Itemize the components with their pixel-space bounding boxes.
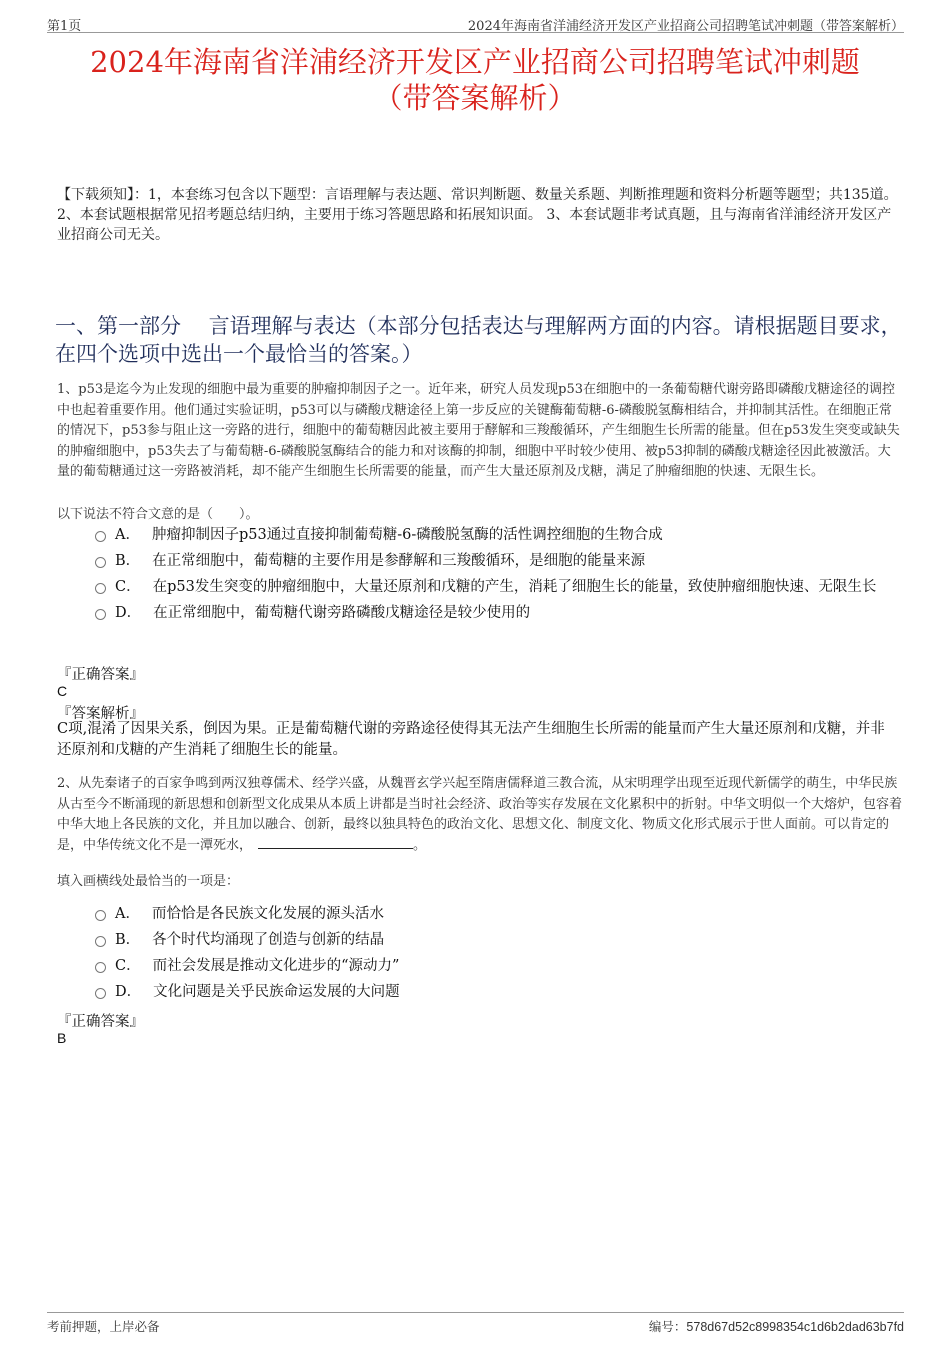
radio-button-icon[interactable] bbox=[95, 936, 106, 947]
question-1-prompt: 以下说法不符合文意的是（ ）。 bbox=[57, 507, 259, 522]
option-text: 而社会发展是推动文化进步的“源动力” bbox=[152, 958, 400, 974]
option-letter: B． bbox=[115, 553, 141, 569]
explanation-label: 『答案解析』 bbox=[57, 706, 144, 722]
question-2-prompt: 填入画横线处最恰当的一项是： bbox=[57, 874, 240, 889]
question-2-stem-end: 。 bbox=[413, 837, 427, 853]
option-letter: D． bbox=[115, 984, 142, 1000]
option-text: 肿瘤抑制因子p53通过直接抑制葡萄糖-6-磷酸脱氢酶的活性调控细胞的生物合成 bbox=[151, 527, 663, 543]
question-1-answer: C bbox=[57, 683, 68, 699]
correct-answer-label: 『正确答案』 bbox=[57, 1014, 144, 1030]
option-text: 各个时代均涌现了创造与创新的结晶 bbox=[152, 932, 385, 948]
fill-blank bbox=[258, 836, 413, 849]
option-text: 在正常细胞中，葡萄糖代谢旁路磷酸戊糖途径是较少使用的 bbox=[153, 605, 531, 621]
radio-button-icon[interactable] bbox=[95, 988, 106, 999]
option-a[interactable] bbox=[95, 524, 895, 546]
option-letter: A． bbox=[115, 906, 140, 922]
option-c[interactable] bbox=[95, 576, 895, 598]
header-doc-name: 2024年海南省洋浦经济开发区产业招商公司招聘笔试冲刺题（带答案解析） bbox=[467, 19, 904, 34]
radio-button-icon[interactable] bbox=[95, 962, 106, 973]
option-letter: A． bbox=[115, 527, 140, 543]
title-line-1: 2024年海南省洋浦经济开发区产业招商公司招聘笔试冲刺题 bbox=[90, 45, 860, 79]
radio-button-icon[interactable] bbox=[95, 583, 106, 594]
correct-answer-label: 『正确答案』 bbox=[57, 667, 144, 683]
code-value: 578d67d52c8998354c1d6b2dad63b7fd bbox=[686, 1320, 904, 1334]
option-c[interactable] bbox=[95, 955, 895, 977]
question-1-explanation: C项,混淆了因果关系，倒因为果。正是葡萄糖代谢的旁路途径使得其无法产生细胞生长所需的能量而产生大量还原剂和戊糖，并非还原剂和戊糖的产生消耗了细胞生长的能量。 bbox=[57, 721, 885, 758]
question-1-options bbox=[95, 524, 895, 624]
question-1-stem: 1、p53是迄今为止发现的细胞中最为重要的肿瘤抑制因子之一。近年来，研究人员发现p53在细胞中的一条葡萄糖代谢旁路即磷酸戊糖途径的调控中也起着重要作用。他们通过实验证明，p53可以与磷酸戊糖途径上第一步反应的关键酶葡萄糖-6-磷酸脱氢酶相结合，并抑制其活性。在细胞正常的情况下，p53参与阻止这一旁路的进行，细胞中的葡萄糖因此被主要用于酵解和三羧酸循环，产生细胞生长所需的能量。但在p53发生突变或缺失的肿瘤细胞中，p53失去了与葡萄糖-6-磷酸脱氢酶结合的能力和对该酶的抑制，细胞中平时较少使用、被p53抑制的磷酸戊糖途径因此被激活。大量的葡萄糖通过这一旁路被消耗，却不能产生细胞生长所需要的能量，而产生大量还原剂及戊糖，满足了肿瘤细胞的快速、无限生长。 bbox=[57, 382, 900, 480]
question-2-stem-text: 2、从先秦诸子的百家争鸣到两汉独尊儒术、经学兴盛，从魏晋玄学兴起至隋唐儒释道三教合流，从宋明理学出现至近现代新儒学的萌生，中华民族从古至今不断涌现的新思想和创新型文化成果从本质上讲都是当时社会经济、政治等实存发展在文化累积中的折射。中华文明似一个大熔炉，包容着中华大地上各民族的文化，并且加以融合、创新，最终以独具特色的政治文化、思想文化、制度文化、物质文化形式展示于世人面前。可以肯定的是，中华传统文化不是一潭死水， bbox=[57, 776, 903, 853]
section-title: 一、第一部分 言语理解与表达（本部分包括表达与理解两方面的内容。请根据题目要求，在四个选项中选出一个最恰当的答案。） bbox=[55, 314, 902, 366]
footer-code bbox=[649, 1317, 904, 1335]
option-text: 而恰恰是各民族文化发展的源头活水 bbox=[151, 906, 384, 922]
page-footer bbox=[47, 1312, 904, 1335]
option-letter: C． bbox=[115, 579, 141, 595]
footer-slogan: 考前押题，上岸必备 bbox=[47, 1319, 160, 1334]
option-letter: B． bbox=[115, 932, 141, 948]
page-header bbox=[47, 12, 904, 33]
page-number: 第1页 bbox=[47, 19, 82, 34]
question-2-answer: B bbox=[57, 1030, 67, 1046]
option-d[interactable] bbox=[95, 981, 895, 1003]
option-text: 文化问题是关乎民族命运发展的大问题 bbox=[153, 984, 400, 1000]
document-title bbox=[40, 44, 910, 116]
option-b[interactable] bbox=[95, 550, 895, 572]
code-label: 编号： bbox=[648, 1319, 687, 1334]
title-line-2: （带答案解析） bbox=[373, 81, 577, 115]
option-a[interactable] bbox=[95, 903, 895, 925]
option-d[interactable] bbox=[95, 602, 895, 624]
option-b[interactable] bbox=[95, 929, 895, 951]
radio-button-icon[interactable] bbox=[95, 557, 106, 568]
option-text: 在正常细胞中，葡萄糖的主要作用是参酵解和三羧酸循环，是细胞的能量来源 bbox=[152, 553, 646, 569]
option-letter: C． bbox=[115, 958, 141, 974]
radio-button-icon[interactable] bbox=[95, 609, 106, 620]
download-notice: 【下载须知】：1，本套练习包含以下题型：言语理解与表达题、常识判断题、数量关系题、判断推理题和资料分析题等题型；共135道。 2、本套试题根据常见招考题总结归纳，主要用于练习答题思路和拓展知识面。 3、本套试题非考试真题，且与海南省洋浦经济开发区产业招商公司无关。 bbox=[57, 187, 898, 243]
option-text: 在p53发生突变的肿瘤细胞中，大量还原剂和戊糖的产生，消耗了细胞生长的能量，致使肿瘤细胞快速、无限生长 bbox=[152, 579, 877, 595]
question-2-stem bbox=[57, 774, 902, 856]
option-letter: D． bbox=[115, 605, 142, 621]
question-2-options bbox=[95, 903, 895, 1003]
radio-button-icon[interactable] bbox=[95, 910, 106, 921]
radio-button-icon[interactable] bbox=[95, 531, 106, 542]
